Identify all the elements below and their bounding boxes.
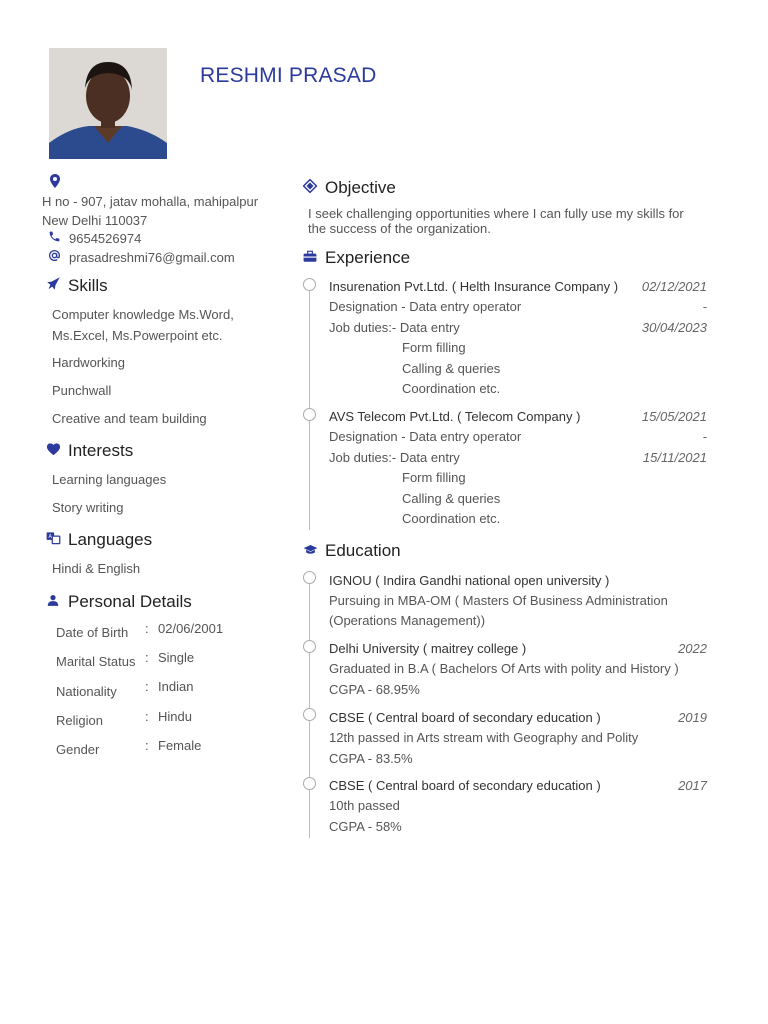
colon: :: [145, 621, 149, 636]
education-year: 2019: [678, 710, 707, 725]
education-heading: [303, 541, 401, 561]
colon: :: [145, 679, 149, 694]
address-line-1: H no - 907, jatav mohalla, mahipalpur: [42, 194, 259, 209]
experience-duty: Coordination etc.: [402, 511, 501, 526]
skills-title: Skills: [68, 276, 108, 295]
education-institution: Delhi University ( maitrey college ): [329, 641, 527, 656]
skill-item: Punchwall: [52, 383, 112, 398]
timeline-dot: [303, 640, 316, 653]
address: [42, 192, 282, 230]
nationality-label: Nationality: [56, 684, 117, 699]
education-year: 2022: [678, 641, 707, 656]
phone-number[interactable]: 9654526974: [69, 230, 142, 246]
colon: :: [145, 738, 149, 753]
experience-title: Experience: [325, 248, 411, 267]
dob-value: 02/06/2001: [158, 621, 224, 636]
education-institution: IGNOU ( Indira Gandhi national open university ): [329, 573, 610, 588]
candidate-name: RESHMI PRASAD: [200, 64, 377, 87]
briefcase-icon: [303, 248, 325, 268]
education-detail: 12th passed in Arts stream with Geography and Polity: [329, 730, 639, 745]
experience-duty: Calling & queries: [402, 361, 501, 376]
interest-item: Story writing: [52, 500, 124, 515]
objective-title: Objective: [325, 178, 396, 197]
nationality-value: Indian: [158, 679, 194, 694]
interests-heading: [46, 441, 133, 461]
experience-end-date: 30/04/2023: [641, 320, 707, 335]
timeline-dot: [303, 708, 316, 721]
phone-icon: [48, 230, 62, 246]
marital-status-label: Marital Status: [56, 654, 136, 669]
languages-title: Languages: [68, 530, 153, 549]
timeline-dot: [303, 408, 316, 421]
language-item: Hindi & English: [52, 561, 141, 576]
education-institution: CBSE ( Central board of secondary education ): [329, 778, 601, 793]
personal-details-title: Personal Details: [68, 592, 192, 611]
education-year: 2017: [678, 778, 707, 793]
date-dash: -: [702, 429, 707, 444]
experience-start-date: 15/05/2021: [641, 409, 707, 424]
experience-company: Insurenation Pvt.Ltd. ( Helth Insurance Company ): [329, 279, 619, 294]
skill-item: Hardworking: [52, 355, 125, 370]
heart-icon: [46, 441, 68, 461]
timeline-dot: [303, 278, 316, 291]
experience-duty: Form filling: [402, 470, 466, 485]
skill-item: Computer knowledge Ms.Word,: [52, 307, 234, 322]
education-detail: CGPA - 58%: [329, 819, 402, 834]
experience-company: AVS Telecom Pvt.Ltd. ( Telecom Company ): [329, 409, 581, 424]
marital-status-value: Single: [158, 650, 195, 665]
experience-duties-label: Job duties:- Data entry: [329, 450, 460, 465]
timeline-dot: [303, 777, 316, 790]
date-dash: -: [702, 299, 707, 314]
objective-line: the success of the organization.: [308, 221, 491, 236]
profile-photo: [49, 48, 167, 159]
experience-designation: Designation - Data entry operator: [329, 299, 522, 314]
education-detail: (Operations Management)): [329, 613, 486, 628]
objective-heading: [303, 178, 396, 198]
dob-label: Date of Birth: [56, 625, 129, 640]
education-detail: CGPA - 83.5%: [329, 751, 413, 766]
skill-item: Ms.Excel, Ms.Powerpoint etc.: [52, 328, 223, 343]
experience-duty: Form filling: [402, 340, 466, 355]
translate-icon: [46, 530, 68, 550]
at-icon: [48, 249, 62, 265]
target-icon: [303, 178, 325, 198]
education-detail: Graduated in B.A ( Bachelors Of Arts with polity and History ): [329, 661, 679, 676]
education-detail: Pursuing in MBA-OM ( Masters Of Business Administration: [329, 593, 668, 608]
objective-text: [308, 206, 710, 236]
experience-heading: [303, 248, 410, 268]
skills-heading: [46, 276, 108, 296]
education-title: Education: [325, 541, 401, 560]
address-line-2: New Delhi 110037: [42, 213, 148, 228]
gender-value: Female: [158, 738, 202, 753]
gender-label: Gender: [56, 742, 100, 757]
education-detail: CGPA - 68.95%: [329, 682, 420, 697]
personal-details-heading: [46, 592, 192, 612]
timeline-dot: [303, 571, 316, 584]
person-icon: [46, 592, 68, 612]
phone-row: [48, 230, 141, 246]
rocket-icon: [46, 276, 68, 296]
colon: :: [145, 650, 149, 665]
skill-item: Creative and team building: [52, 411, 207, 426]
education-institution: CBSE ( Central board of secondary education ): [329, 710, 601, 725]
experience-start-date: 02/12/2021: [641, 279, 707, 294]
experience-duty: Calling & queries: [402, 491, 501, 506]
email-address[interactable]: prasadreshmi76@gmail.com: [69, 249, 235, 265]
objective-line: I seek challenging opportunities where I can fully use my skills for: [308, 206, 684, 221]
interest-item: Learning languages: [52, 472, 167, 487]
experience-end-date: 15/11/2021: [642, 450, 707, 465]
experience-duties-label: Job duties:- Data entry: [329, 320, 460, 335]
colon: :: [145, 709, 149, 724]
graduation-cap-icon: [303, 541, 325, 561]
experience-duty: Coordination etc.: [402, 381, 501, 396]
religion-value: Hindu: [158, 709, 192, 724]
education-detail: 10th passed: [329, 798, 400, 813]
email-row: [48, 249, 235, 265]
interests-title: Interests: [68, 441, 134, 460]
religion-label: Religion: [56, 713, 103, 728]
experience-designation: Designation - Data entry operator: [329, 429, 522, 444]
location-icon: [50, 174, 60, 193]
svg-text:A: A: [48, 534, 52, 540]
languages-heading: [46, 530, 152, 550]
